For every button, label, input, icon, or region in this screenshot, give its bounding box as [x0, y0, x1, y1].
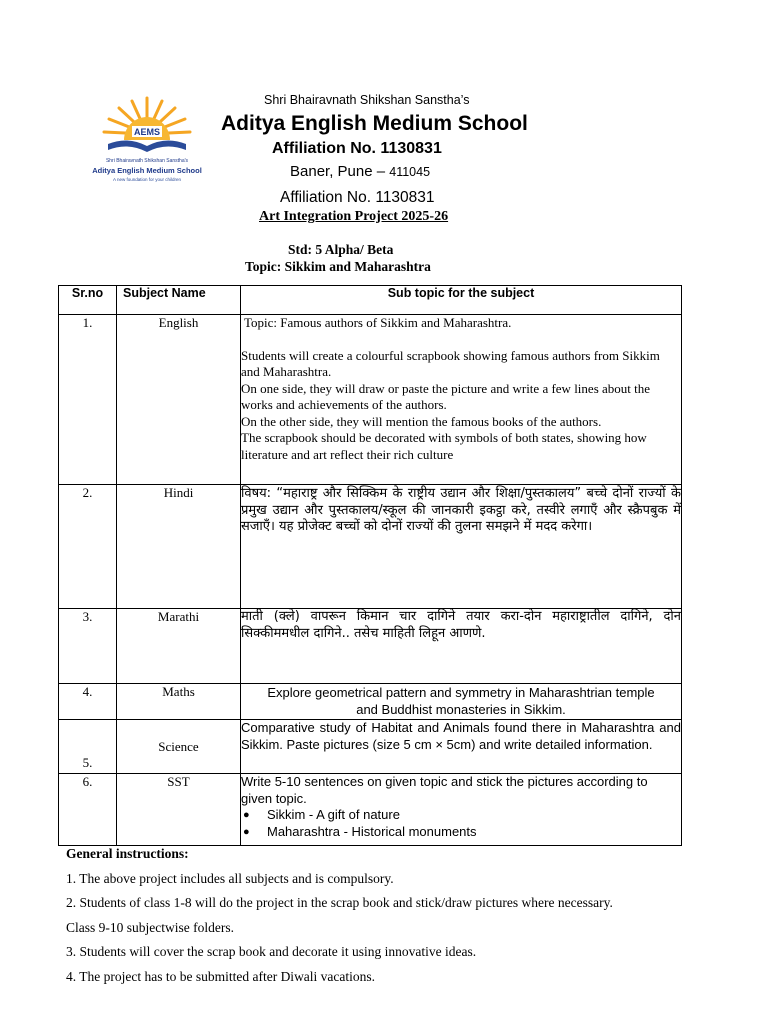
- row-subtopic: Explore geometrical pattern and symmetry in Maharashtrian temple and Buddhist monasteries in Sikkim.: [241, 684, 682, 720]
- instruction-item: 3. Students will cover the scrap book and decorate it using innovative ideas.: [66, 944, 477, 959]
- row-subject: Maths: [117, 684, 241, 720]
- address-text: Baner, Pune –: [290, 163, 390, 180]
- list-item: ● Maharashtra - Historical monuments: [241, 824, 681, 841]
- table-header-row: [59, 286, 682, 315]
- school-logo: [88, 94, 206, 188]
- sun-book-logo-icon: [92, 98, 202, 182]
- list-item: ● Sikkim - A gift of nature: [241, 807, 681, 824]
- subjects-table: [58, 285, 682, 846]
- row-subject: Marathi: [117, 609, 241, 684]
- instructions-heading: General instructions:: [66, 846, 189, 861]
- row-subtopic: [241, 774, 682, 846]
- general-instructions: [66, 842, 666, 989]
- table-row: [59, 485, 682, 609]
- svg-text:Aditya English Medium School: Aditya English Medium School: [92, 166, 202, 175]
- table-row: [59, 315, 682, 485]
- table-row: [59, 720, 682, 774]
- table-row: [59, 684, 682, 720]
- project-title: Art Integration Project 2025-26: [259, 209, 449, 224]
- row-srno: [59, 720, 117, 774]
- subtopic-line: The scrapbook should be decorated with symbols of both states, showing how literature and art reflect their rich culture: [241, 430, 647, 462]
- row-srno: 2.: [59, 485, 117, 609]
- table-row: [59, 609, 682, 684]
- row-subject: [117, 720, 241, 774]
- col-header-srno: Sr.no: [59, 286, 117, 315]
- instruction-item: 4. The project has to be submitted after Diwali vacations.: [66, 968, 376, 984]
- row-subject: English: [117, 315, 241, 485]
- row-subject: SST: [117, 774, 241, 846]
- subject-text: Science: [158, 738, 199, 754]
- subtopic-line: On the other side, they will mention the famous books of the authors.: [241, 413, 602, 429]
- standard-line: Std: 5 Alpha/ Beta: [288, 242, 394, 257]
- col-header-subtopic: Sub topic for the subject: [241, 286, 682, 315]
- row-subtopic: विषय: “महाराष्ट्र और सिक्किम के राष्ट्रीय उद्यान और शिक्षा/पुस्तकालय” बच्चे दोनों राज्यों के प्रमुख उद्यान और पुस्तकालय/स्कूल की जानकारी इकट्ठा करे, तस्वीरे लगाएँ और स्क्रैपबुक में सजाएँ। यह प्रोजेक्ट बच्चों को दोनों राज्यों की तुलना समझने में मदद करेगा।: [241, 485, 682, 609]
- subtopic-line: Students will create a colourful scrapbook showing famous authors from Sikkim and Maharashtra.: [241, 347, 660, 379]
- topic-line: Topic: Sikkim and Maharashtra: [245, 259, 431, 274]
- subtopic-line: On one side, they will draw or paste the picture and write a few lines about the works and achievements of the authors.: [241, 380, 651, 412]
- bullet-list: [241, 807, 681, 840]
- row-srno: 6.: [59, 774, 117, 846]
- col-header-subject: Subject Name: [117, 286, 241, 315]
- row-subtopic: Comparative study of Habitat and Animals found there in Maharashtra and Sikkim. Paste pictures (size 5 cm × 5cm) and write detailed information.: [241, 720, 682, 774]
- school-name: Aditya English Medium School: [221, 112, 528, 135]
- row-srno: 1.: [59, 315, 117, 485]
- row-subtopic: [241, 315, 682, 485]
- row-subject: Hindi: [117, 485, 241, 609]
- pincode: 411045: [389, 165, 431, 179]
- address: [290, 163, 430, 180]
- subtopic-title: Topic: Famous authors of Sikkim and Maharashtra.: [241, 315, 512, 330]
- row-srno: 3.: [59, 609, 117, 684]
- subtopic-text: Write 5-10 sentences on given topic and stick the pictures according to given topic.: [241, 774, 648, 806]
- affiliation: Affiliation No. 1130831: [280, 189, 435, 206]
- row-srno: 4.: [59, 684, 117, 720]
- affiliation-bold: Affiliation No. 1130831: [272, 140, 442, 157]
- srno-text: 5.: [82, 755, 93, 770]
- table-row: [59, 774, 682, 846]
- svg-text:AEMS: AEMS: [133, 127, 161, 137]
- svg-text:Shri Bhairavnath Shikshan Sans: Shri Bhairavnath Shikshan Sanstha's: [105, 158, 189, 164]
- instruction-item: Class 9-10 subjectwise folders.: [66, 919, 234, 935]
- row-subtopic: माती (क्ले) वापरून किमान चार दागिने तयार करा-दोन महाराष्ट्रातील दागिने, दोन सिक्कीममधील दागिने.. तसेच माहिती लिहून आणणे.: [241, 609, 682, 684]
- instruction-item: 1. The above project includes all subjects and is compulsory.: [66, 870, 394, 886]
- svg-text:A new foundation for your chil: A new foundation for your children: [112, 177, 182, 182]
- instruction-item: 2. Students of class 1-8 will do the project in the scrap book and stick/draw pictures where necessary.: [66, 895, 613, 910]
- sanstha-name: Shri Bhairavnath Shikshan Sanstha’s: [264, 93, 470, 107]
